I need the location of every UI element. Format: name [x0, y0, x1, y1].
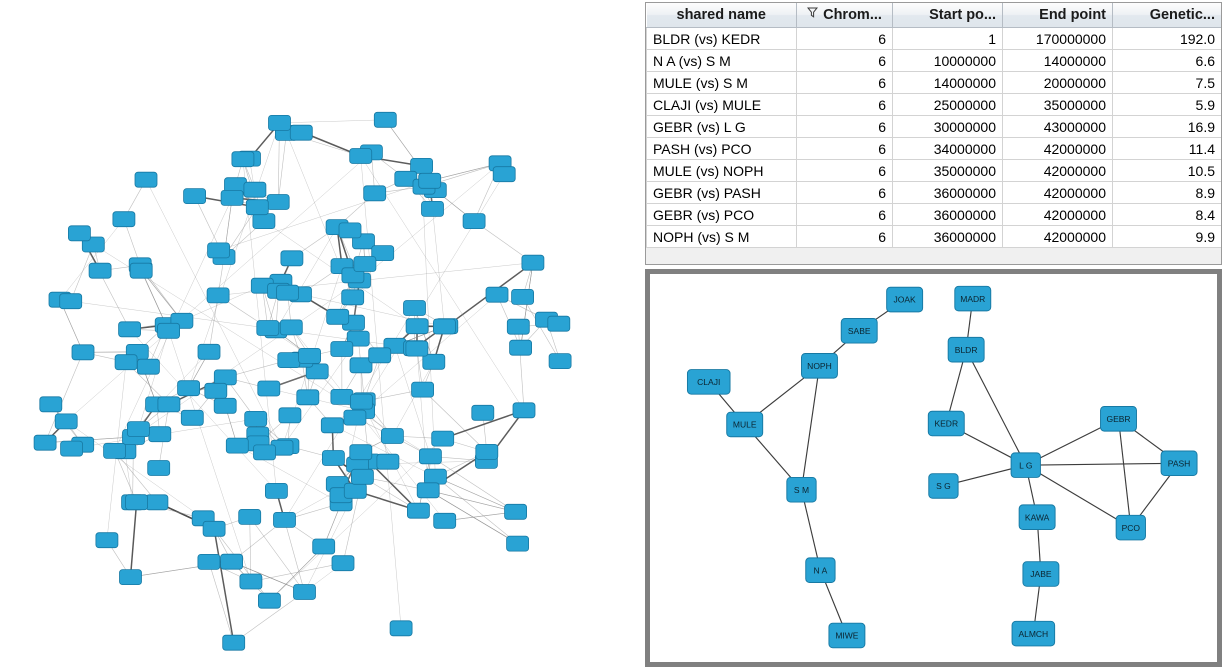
network-node[interactable] — [181, 410, 203, 425]
cell-genetic[interactable]: 7.5 — [1113, 72, 1222, 94]
network-node-label: KAWA — [1024, 512, 1050, 523]
network-node[interactable] — [1011, 453, 1040, 478]
network-node[interactable] — [68, 226, 90, 241]
network-node[interactable] — [364, 186, 386, 201]
cell-start-point[interactable]: 14000000 — [893, 72, 1003, 94]
network-node[interactable] — [198, 554, 220, 569]
network-node[interactable] — [240, 574, 262, 589]
network-node[interactable] — [113, 212, 135, 227]
network-node[interactable] — [137, 359, 159, 374]
table-body[interactable] — [647, 28, 1222, 248]
network-node[interactable] — [299, 348, 321, 363]
network-node[interactable] — [687, 370, 730, 395]
network-node[interactable] — [955, 286, 991, 311]
cell-end-point[interactable]: 14000000 — [1003, 50, 1113, 72]
network-node[interactable] — [806, 558, 835, 583]
network-node[interactable] — [104, 443, 126, 458]
network-node[interactable] — [350, 149, 372, 164]
network-node-label: MIWE — [835, 630, 859, 641]
network-node[interactable] — [126, 495, 148, 510]
network-node[interactable] — [332, 556, 354, 571]
cell-genetic[interactable]: 11.4 — [1113, 138, 1222, 160]
cell-chromosome[interactable]: 6 — [797, 226, 893, 248]
network-node-label: S G — [936, 481, 951, 492]
network-node[interactable] — [253, 214, 275, 229]
network-node-label: JABE — [1030, 569, 1052, 580]
network-node[interactable] — [513, 403, 535, 418]
cell-start-point[interactable]: 36000000 — [893, 226, 1003, 248]
network-node[interactable] — [322, 451, 344, 466]
network-node[interactable] — [1023, 562, 1059, 587]
network-node[interactable] — [354, 257, 376, 272]
network-node[interactable] — [274, 512, 296, 527]
cell-start-point[interactable]: 25000000 — [893, 94, 1003, 116]
network-node[interactable] — [417, 483, 439, 498]
table-row[interactable] — [647, 160, 1222, 182]
cell-shared-name[interactable]: MULE (vs) NOPH — [647, 160, 797, 182]
cell-shared-name[interactable]: NOPH (vs) S M — [647, 226, 797, 248]
network-node[interactable] — [148, 461, 170, 476]
table-row[interactable] — [647, 72, 1222, 94]
network-node[interactable] — [422, 201, 444, 216]
network-node[interactable] — [331, 342, 353, 357]
column-header-chromosome-label: Chrom... — [823, 7, 882, 23]
network-edge[interactable] — [518, 327, 524, 411]
network-edge[interactable] — [280, 120, 386, 123]
network-node[interactable] — [476, 444, 498, 459]
cell-end-point[interactable]: 170000000 — [1003, 28, 1113, 50]
cell-shared-name[interactable]: N A (vs) S M — [647, 50, 797, 72]
filter-icon[interactable] — [807, 6, 818, 22]
network-node[interactable] — [1161, 451, 1197, 476]
network-node[interactable] — [423, 354, 445, 369]
network-node[interactable] — [433, 319, 455, 334]
network-node[interactable] — [1012, 621, 1055, 646]
cell-shared-name[interactable]: CLAJI (vs) MULE — [647, 94, 797, 116]
network-node[interactable] — [493, 167, 515, 182]
edge-table-panel[interactable] — [645, 2, 1222, 265]
network-node[interactable] — [265, 483, 287, 498]
network-node[interactable] — [214, 370, 236, 385]
network-edge[interactable] — [966, 350, 1026, 465]
cell-start-point[interactable]: 1 — [893, 28, 1003, 50]
column-header-genetic-label: Genetic... — [1149, 7, 1215, 23]
table-header-row — [647, 3, 1222, 28]
network-node[interactable] — [40, 397, 62, 412]
cell-chromosome[interactable]: 6 — [797, 50, 893, 72]
network-node[interactable] — [406, 341, 428, 356]
cell-genetic[interactable]: 8.4 — [1113, 204, 1222, 226]
network-node-label: N A — [813, 565, 828, 576]
column-header-genetic[interactable] — [1113, 3, 1222, 28]
network-node[interactable] — [119, 322, 141, 337]
network-node[interactable] — [801, 353, 837, 378]
network-node[interactable] — [344, 483, 366, 498]
network-node[interactable] — [929, 474, 958, 499]
table-row[interactable] — [647, 94, 1222, 116]
network-node[interactable] — [313, 539, 335, 554]
cell-start-point[interactable]: 36000000 — [893, 204, 1003, 226]
small-network-nodes — [687, 286, 1197, 648]
network-node[interactable] — [198, 344, 220, 359]
network-node[interactable] — [208, 243, 230, 258]
cell-start-point[interactable]: 35000000 — [893, 160, 1003, 182]
network-node[interactable] — [96, 533, 118, 548]
network-node[interactable] — [239, 509, 261, 524]
column-header-end-point-label: End point — [1039, 7, 1106, 23]
network-node-label: ALMCH — [1018, 628, 1049, 639]
network-node[interactable] — [1116, 515, 1145, 540]
network-node[interactable] — [205, 383, 227, 398]
network-node-label: MULE — [732, 419, 757, 430]
network-node[interactable] — [327, 309, 349, 324]
small-network-panel[interactable] — [645, 269, 1222, 667]
network-edge[interactable] — [428, 490, 515, 512]
network-node[interactable] — [412, 382, 434, 397]
network-node[interactable] — [203, 521, 225, 536]
network-node[interactable] — [297, 390, 319, 405]
cell-shared-name[interactable]: PASH (vs) PCO — [647, 138, 797, 160]
network-node[interactable] — [257, 321, 279, 336]
cell-chromosome[interactable]: 6 — [797, 182, 893, 204]
network-edge[interactable] — [251, 563, 343, 581]
network-node-label: BLDR — [954, 344, 978, 355]
network-node-label: SABE — [847, 325, 871, 336]
cell-genetic[interactable]: 5.9 — [1113, 94, 1222, 116]
cell-end-point[interactable]: 35000000 — [1003, 94, 1113, 116]
network-node[interactable] — [290, 125, 312, 140]
network-node[interactable] — [221, 190, 243, 205]
network-node[interactable] — [277, 285, 299, 300]
network-edge[interactable] — [801, 366, 819, 490]
table-row[interactable] — [647, 116, 1222, 138]
network-node[interactable] — [887, 287, 923, 312]
network-node[interactable] — [486, 287, 508, 302]
network-node[interactable] — [178, 381, 200, 396]
network-node[interactable] — [434, 513, 456, 528]
network-node-label: NOPH — [807, 360, 832, 371]
network-node[interactable] — [404, 301, 426, 316]
cell-end-point[interactable]: 42000000 — [1003, 160, 1113, 182]
network-node[interactable] — [419, 449, 441, 464]
cell-shared-name[interactable]: BLDR (vs) KEDR — [647, 28, 797, 50]
table-row[interactable] — [647, 204, 1222, 226]
network-node[interactable] — [223, 635, 245, 650]
network-node[interactable] — [350, 394, 372, 409]
network-node[interactable] — [787, 477, 816, 502]
network-node-label: CLAJI — [697, 377, 721, 388]
network-edge[interactable] — [521, 263, 533, 348]
network-node-label: PCO — [1121, 522, 1141, 533]
table-row[interactable] — [647, 28, 1222, 50]
cell-genetic[interactable]: 16.9 — [1113, 116, 1222, 138]
network-node[interactable] — [350, 445, 372, 460]
network-node[interactable] — [339, 223, 361, 238]
network-node[interactable] — [214, 398, 236, 413]
network-node[interactable] — [149, 427, 171, 442]
network-node[interactable] — [432, 431, 454, 446]
network-node[interactable] — [280, 320, 302, 335]
network-node[interactable] — [727, 412, 763, 437]
network-node-label: MADR — [960, 293, 986, 304]
network-node[interactable] — [510, 340, 532, 355]
cell-shared-name[interactable]: GEBR (vs) PASH — [647, 182, 797, 204]
network-node[interactable] — [381, 429, 403, 444]
network-node[interactable] — [507, 319, 529, 334]
network-node[interactable] — [344, 410, 366, 425]
network-node[interactable] — [207, 288, 229, 303]
right-column — [645, 0, 1222, 669]
table-row[interactable] — [647, 226, 1222, 248]
network-node[interactable] — [115, 355, 137, 370]
edge-table[interactable] — [646, 3, 1222, 248]
cell-chromosome[interactable]: 6 — [797, 28, 893, 50]
cell-chromosome[interactable]: 6 — [797, 204, 893, 226]
network-node[interactable] — [419, 173, 441, 188]
column-header-end-point[interactable] — [1003, 3, 1113, 28]
network-node-label: JOAK — [893, 294, 916, 305]
network-edge[interactable] — [250, 517, 251, 582]
cell-end-point[interactable]: 42000000 — [1003, 138, 1113, 160]
network-node-label: S M — [793, 484, 810, 495]
network-node[interactable] — [55, 414, 77, 429]
network-node[interactable] — [72, 345, 94, 360]
network-edge[interactable] — [433, 209, 445, 327]
network-node[interactable] — [226, 438, 248, 453]
network-node[interactable] — [507, 536, 529, 551]
column-header-shared-name[interactable] — [647, 3, 797, 28]
network-node[interactable] — [1019, 505, 1055, 530]
network-edge[interactable] — [285, 520, 305, 592]
network-node[interactable] — [505, 504, 527, 519]
network-node[interactable] — [463, 214, 485, 229]
cell-start-point[interactable]: 36000000 — [893, 182, 1003, 204]
network-node[interactable] — [245, 411, 267, 426]
network-node[interactable] — [258, 381, 280, 396]
network-edge[interactable] — [1026, 463, 1179, 465]
network-edge[interactable] — [131, 502, 137, 577]
cell-genetic[interactable]: 192.0 — [1113, 28, 1222, 50]
network-node[interactable] — [390, 621, 412, 636]
network-edge[interactable] — [214, 529, 234, 643]
network-node[interactable] — [472, 405, 494, 420]
network-node[interactable] — [184, 189, 206, 204]
network-node[interactable] — [158, 323, 180, 338]
network-node[interactable] — [369, 348, 391, 363]
table-row[interactable] — [647, 138, 1222, 160]
network-edge[interactable] — [1119, 419, 1131, 528]
cell-genetic[interactable]: 10.5 — [1113, 160, 1222, 182]
network-node[interactable] — [221, 554, 243, 569]
network-edge[interactable] — [392, 362, 433, 436]
network-node[interactable] — [120, 570, 142, 585]
network-node[interactable] — [130, 263, 152, 278]
table-row[interactable] — [647, 50, 1222, 72]
cell-shared-name[interactable]: GEBR (vs) L G — [647, 116, 797, 138]
network-node[interactable] — [424, 469, 446, 484]
network-node-label: KEDR — [934, 418, 959, 429]
column-header-start-point[interactable] — [893, 3, 1003, 28]
network-node[interactable] — [158, 397, 180, 412]
network-node[interactable] — [407, 503, 429, 518]
network-edge[interactable] — [209, 295, 218, 351]
cell-chromosome[interactable]: 6 — [797, 160, 893, 182]
network-node[interactable] — [294, 585, 316, 600]
network-edge[interactable] — [169, 331, 251, 582]
cell-genetic[interactable]: 8.9 — [1113, 182, 1222, 204]
cell-shared-name[interactable]: GEBR (vs) PCO — [647, 204, 797, 226]
network-node-label: L G — [1019, 460, 1033, 471]
network-node[interactable] — [331, 389, 353, 404]
network-node[interactable] — [522, 255, 544, 270]
network-node[interactable] — [267, 195, 289, 210]
cell-start-point[interactable]: 10000000 — [893, 50, 1003, 72]
cell-shared-name[interactable]: MULE (vs) S M — [647, 72, 797, 94]
network-node[interactable] — [512, 289, 534, 304]
network-node[interactable] — [61, 441, 83, 456]
column-header-start-point-label: Start po... — [929, 7, 996, 23]
network-node[interactable] — [258, 593, 280, 608]
cell-chromosome[interactable]: 6 — [797, 116, 893, 138]
network-node[interactable] — [548, 316, 570, 331]
small-network-edges — [709, 299, 1179, 636]
network-node-label: GEBR — [1106, 413, 1131, 424]
network-node[interactable] — [254, 445, 276, 460]
network-node[interactable] — [60, 294, 82, 309]
big-network-edges — [45, 120, 560, 643]
small-network-canvas[interactable] — [650, 274, 1217, 662]
network-node[interactable] — [841, 318, 877, 343]
network-node[interactable] — [232, 152, 254, 167]
network-node[interactable] — [374, 112, 396, 127]
network-node[interactable] — [135, 172, 157, 187]
network-node[interactable] — [279, 408, 301, 423]
network-node[interactable] — [321, 418, 343, 433]
network-node[interactable] — [146, 495, 168, 510]
cell-end-point[interactable]: 42000000 — [1003, 182, 1113, 204]
column-header-shared-name-label: shared name — [676, 7, 766, 23]
cell-end-point[interactable]: 43000000 — [1003, 116, 1113, 138]
cell-start-point[interactable]: 30000000 — [893, 116, 1003, 138]
cell-genetic[interactable]: 9.9 — [1113, 226, 1222, 248]
network-node[interactable] — [928, 411, 964, 436]
cell-end-point[interactable]: 42000000 — [1003, 226, 1113, 248]
column-header-chromosome[interactable] — [797, 3, 893, 28]
network-node[interactable] — [351, 469, 373, 484]
network-node[interactable] — [278, 353, 300, 368]
network-node[interactable] — [406, 319, 428, 334]
cell-genetic[interactable]: 6.6 — [1113, 50, 1222, 72]
network-node[interactable] — [244, 182, 266, 197]
network-edge[interactable] — [435, 477, 515, 512]
cell-chromosome[interactable]: 6 — [797, 138, 893, 160]
table-row[interactable] — [647, 182, 1222, 204]
network-node[interactable] — [269, 115, 291, 130]
cell-start-point[interactable]: 34000000 — [893, 138, 1003, 160]
network-node[interactable] — [127, 422, 149, 437]
network-node[interactable] — [377, 454, 399, 469]
network-node[interactable] — [342, 290, 364, 305]
cell-end-point[interactable]: 20000000 — [1003, 72, 1113, 94]
network-node[interactable] — [948, 337, 984, 362]
network-node-label: PASH — [1167, 458, 1191, 469]
network-node[interactable] — [1101, 406, 1137, 431]
cell-chromosome[interactable]: 6 — [797, 72, 893, 94]
network-node[interactable] — [246, 200, 268, 215]
network-node[interactable] — [549, 354, 571, 369]
cell-end-point[interactable]: 42000000 — [1003, 204, 1113, 226]
network-node[interactable] — [829, 623, 865, 648]
network-node[interactable] — [89, 263, 111, 278]
network-node[interactable] — [281, 251, 303, 266]
network-node[interactable] — [34, 435, 56, 450]
cell-chromosome[interactable]: 6 — [797, 94, 893, 116]
